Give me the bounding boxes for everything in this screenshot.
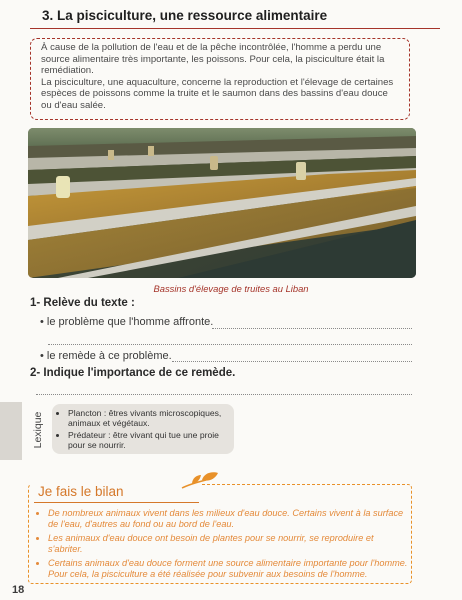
leaf-icon: [180, 470, 220, 492]
lexique-label-text: Lexique: [32, 411, 44, 449]
lexique-item: • Prédateur : être vivant qui tue une proie pour se nourrir.: [68, 430, 228, 450]
question-1-title: 1- Relève du texte :: [30, 297, 135, 309]
page-number: 18: [12, 584, 25, 596]
intro-text-box: [30, 38, 410, 120]
lexique-tab: [0, 402, 22, 460]
answer-line[interactable]: [48, 344, 412, 345]
section-title: 3. La pisciculture, une ressource alimentaire: [42, 8, 328, 23]
question-1-item-1-text: le problème que l'homme affronte.: [46, 316, 214, 328]
bilan-list: [36, 508, 408, 583]
bilan-item: • Les animaux d'eau douce ont besoin de plantes pour se nourrir, se reproduire et s'abriter.: [48, 533, 408, 555]
question-1-item-2: [40, 350, 172, 362]
question-1-item-2-text: le remède à ce problème.: [46, 350, 172, 362]
intro-paragraph-1: À cause de la pollution de l'eau et de la pêche incontrôlée, l'homme a perdu une source alimentaire très importante, les poissons. Pour cela, la pisciculture était la remédiation.: [41, 42, 385, 77]
question-2-title: 2- Indique l'importance de ce remède.: [30, 367, 236, 379]
bilan-title: Je fais le bilan: [38, 484, 124, 499]
photo-caption: Bassins d'élevage de truites au Liban: [153, 283, 309, 294]
heading-underline: [30, 28, 440, 29]
bullet: •: [40, 316, 44, 328]
answer-line[interactable]: [172, 361, 412, 362]
bilan-item: • De nombreux animaux vivent dans les milieux d'eau douce. Certains vivent à la surface de l'eau, d'autres au fond ou au bord de l'eau.: [48, 508, 408, 530]
intro-paragraph-2: La pisciculture, une aquaculture, concerne la reproduction et l'élevage de certaines espèces de poissons comme la truite et le saumon dans des bassins d'eau douce ou d'eau salée.: [41, 76, 394, 111]
lexique-box: [52, 404, 234, 454]
answer-line[interactable]: [36, 394, 412, 395]
bullet: •: [40, 350, 44, 362]
question-1-item-1: [40, 316, 213, 328]
bilan-item: • Certains animaux d'eau douce forment une source alimentaire importante pour l'homme. Pour cela, la pisciculture a été réalisée pour subvenir aux besoins de l'homme.: [48, 558, 408, 580]
bilan-title-underline: [34, 502, 199, 503]
lexique-item: • Plancton : êtres vivants microscopiques, animaux et végétaux.: [68, 408, 228, 428]
fish-farm-illustration: [28, 128, 416, 278]
lexique-list: [58, 408, 228, 450]
lexique-label: [30, 406, 46, 454]
answer-line[interactable]: [212, 328, 412, 329]
fish-farm-photo: [28, 128, 416, 278]
